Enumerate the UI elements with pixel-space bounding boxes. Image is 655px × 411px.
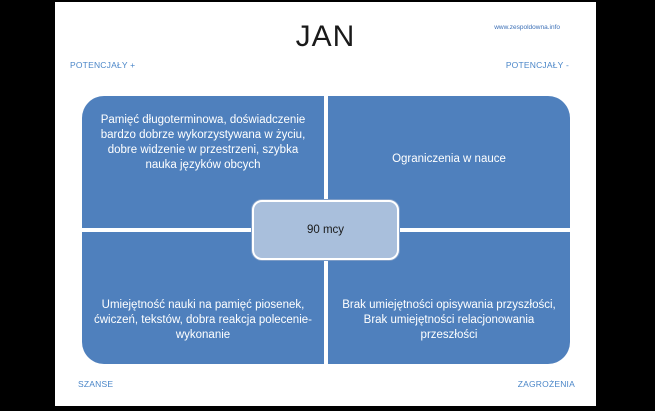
center-age-text: 90 mcy [306,224,345,236]
label-opportunities: SZANSE [78,379,114,389]
slide [55,2,596,406]
quadrant-threats-text: Brak umiejętności opisywania przyszłości, Brak umiejętności relacjonowania przeszłości [342,298,556,341]
label-threats: ZAGROŻENIA [517,379,575,389]
website-url: www.zespoldowna.info [494,24,560,31]
slide-title: JAN [295,20,356,53]
center-age-box [252,200,399,260]
label-potentials-minus: POTENCJAŁY - [505,60,569,70]
quadrant-weaknesses-text: Ograniczenia w nauce [392,152,506,165]
quadrant-opportunities-text: Umiejętność nauki na pamięć piosenek, ćwiczeń, tekstów, dobra reakcja polecenie-wykonanie [94,298,312,341]
label-potentials-plus: POTENCJAŁY + [70,60,136,70]
quadrant-strengths-text: Pamięć długoterminowa, doświadczenie bardzo dobrze wykorzystywana w życiu, dobre widzenie w przestrzeni, szybka nauka języków obcych [100,114,306,171]
